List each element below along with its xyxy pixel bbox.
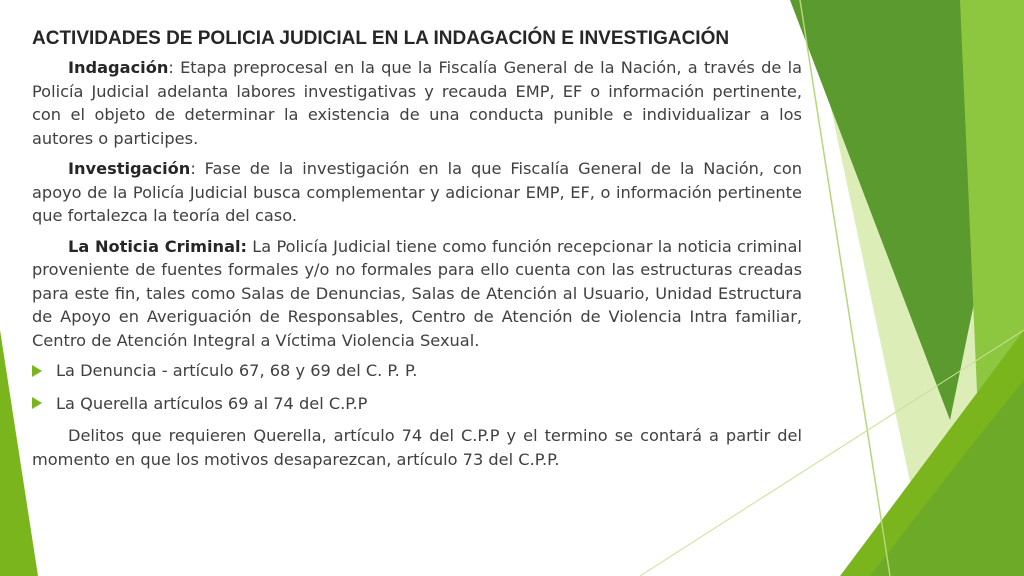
text-investigacion: : Fase de la investigación en la que Fiscalía General de la Nación, con apoyo de la Policía Judicial busca complementar y adicionar EMP, EF, o información pertinente que fortalezca la teoría del caso. (32, 159, 802, 225)
term-investigacion: Investigación (68, 159, 191, 178)
term-indagacion: Indagación (68, 58, 169, 77)
text-noticia-criminal: La Policía Judicial tiene como función recepcionar la noticia criminal proveniente de fuentes formales y/o no formales para ello cuenta con las estructuras creadas para este fin, tales como Salas de Denuncias, Salas de Atención al Usuario, Unidad Estructura de Apoyo en Averiguación de Responsables, Centro de Atención de Violencia Intra familiar, Centro de Atención Integral a Víctima Violencia Sexual. (32, 236, 802, 350)
paragraph-closing: Delitos que requieren Querella, artículo 74 del C.P.P y el termino se contará a partir del momento en que los motivos desaparezcan, artículo 73 del C.P.P. (32, 426, 802, 469)
text-indagacion: : Etapa preprocesal en la que la Fiscalía General de la Nación, a través de la Policía Judicial adelanta labores investigativas y recauda EMP, EF o información pertinente, con el objeto de determinar la existencia de una conducta punible e individualizar a los autores o participes. (32, 58, 802, 148)
paragraph-noticia-criminal (32, 235, 802, 353)
slide-content (32, 26, 802, 478)
paragraph-indagacion (32, 56, 802, 150)
bullet-item-denuncia (32, 359, 802, 383)
slide-title: ACTIVIDADES DE POLICIA JUDICIAL EN LA INDAGACIÓN E INVESTIGACIÓN (32, 28, 730, 49)
bullet-text: La Denuncia - artículo 67, 68 y 69 del C. P. P. (56, 361, 418, 380)
triangle-bullet-icon (32, 397, 42, 409)
term-noticia-criminal: La Noticia Criminal: (68, 236, 248, 256)
bullet-item-querella (32, 392, 802, 416)
bullet-text: La Querella artículos 69 al 74 del C.P.P (56, 393, 368, 413)
paragraph-investigacion (32, 157, 802, 228)
triangle-bullet-icon (32, 365, 42, 377)
